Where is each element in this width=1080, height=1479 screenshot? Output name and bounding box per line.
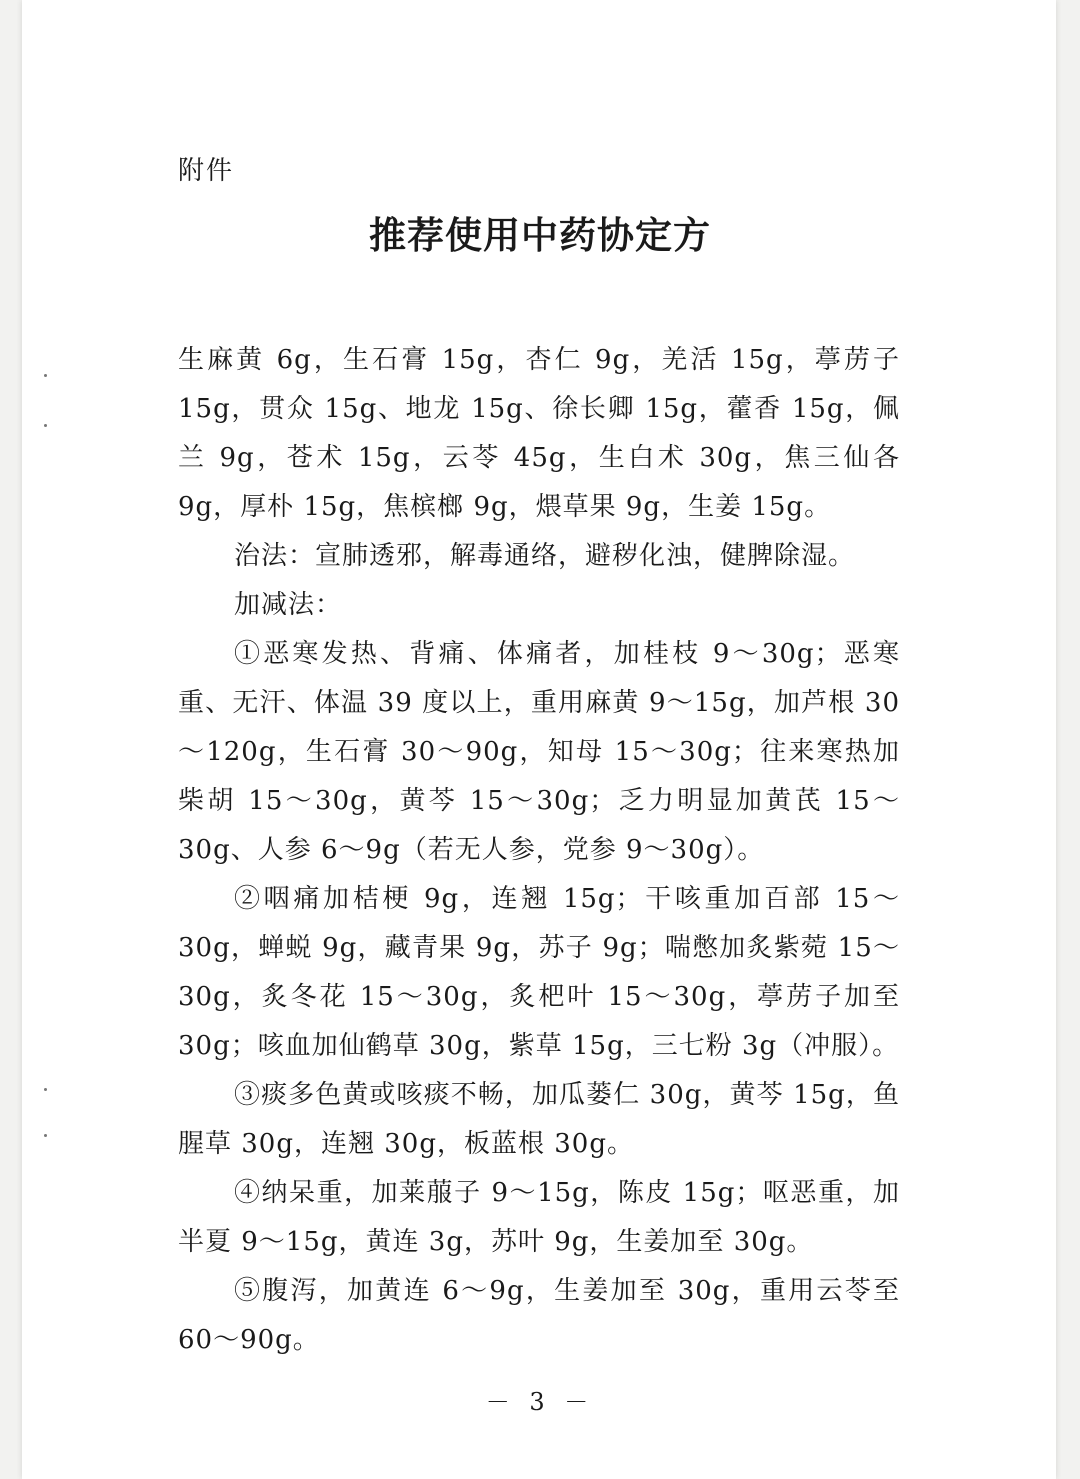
modification-item-3: ③痰多色黄或咳痰不畅，加瓜蒌仁 30g，黄芩 15g，鱼腥草 30g，连翘 30g，板蓝根 30g。 bbox=[178, 1080, 900, 1159]
scan-speck bbox=[44, 1134, 47, 1137]
scan-speck bbox=[44, 374, 47, 377]
page-number: － 3 － bbox=[485, 1388, 595, 1416]
document-title: 推荐使用中药协定方 bbox=[369, 214, 711, 257]
attachment-label: 附件 bbox=[178, 156, 235, 186]
treatment-method: 治法：宣肺透邪，解毒通络，避秽化浊，健脾除湿。 bbox=[234, 541, 856, 571]
scan-speck bbox=[44, 424, 47, 427]
modification-item-4: ④纳呆重，加莱菔子 9～15g，陈皮 15g；呕恶重，加半夏 9～15g，黄连 3g，苏叶 9g，生姜加至 30g。 bbox=[178, 1178, 900, 1257]
modification-heading: 加减法： bbox=[234, 590, 343, 620]
prescription-paragraph: 生麻黄 6g，生石膏 15g，杏仁 9g，羌活 15g，葶苈子 15g，贯众 15g、地龙 15g、徐长卿 15g，藿香 15g，佩兰 9g，苍术 15g，云苓 45g，生白术 30g，焦三仙各 9g，厚朴 15g，焦槟榔 9g，煨草果 9g，生姜 15g。 bbox=[178, 345, 900, 522]
modification-item-5: ⑤腹泻，加黄连 6～9g，生姜加至 30g，重用云苓至 60～90g。 bbox=[178, 1276, 900, 1355]
modification-item-1: ①恶寒发热、背痛、体痛者，加桂枝 9～30g；恶寒重、无汗、体温 39 度以上，重用麻黄 9～15g，加芦根 30～120g，生石膏 30～90g，知母 15～30g；往来寒热加柴胡 15～30g，黄芩 15～30g；乏力明显加黄芪 15～30g、人参 6～9g（若无人参，党参 9～30g）。 bbox=[178, 639, 900, 865]
document-body bbox=[178, 336, 900, 1365]
modification-item-2: ②咽痛加桔梗 9g，连翘 15g；干咳重加百部 15～30g，蝉蜕 9g，藏青果 9g，苏子 9g；喘憋加炙紫菀 15～30g，炙冬花 15～30g，炙杷叶 15～30g，葶苈子加至 30g；咳血加仙鹤草 30g，紫草 15g，三七粉 3g（冲服）。 bbox=[178, 884, 900, 1061]
scan-speck bbox=[44, 1088, 47, 1091]
